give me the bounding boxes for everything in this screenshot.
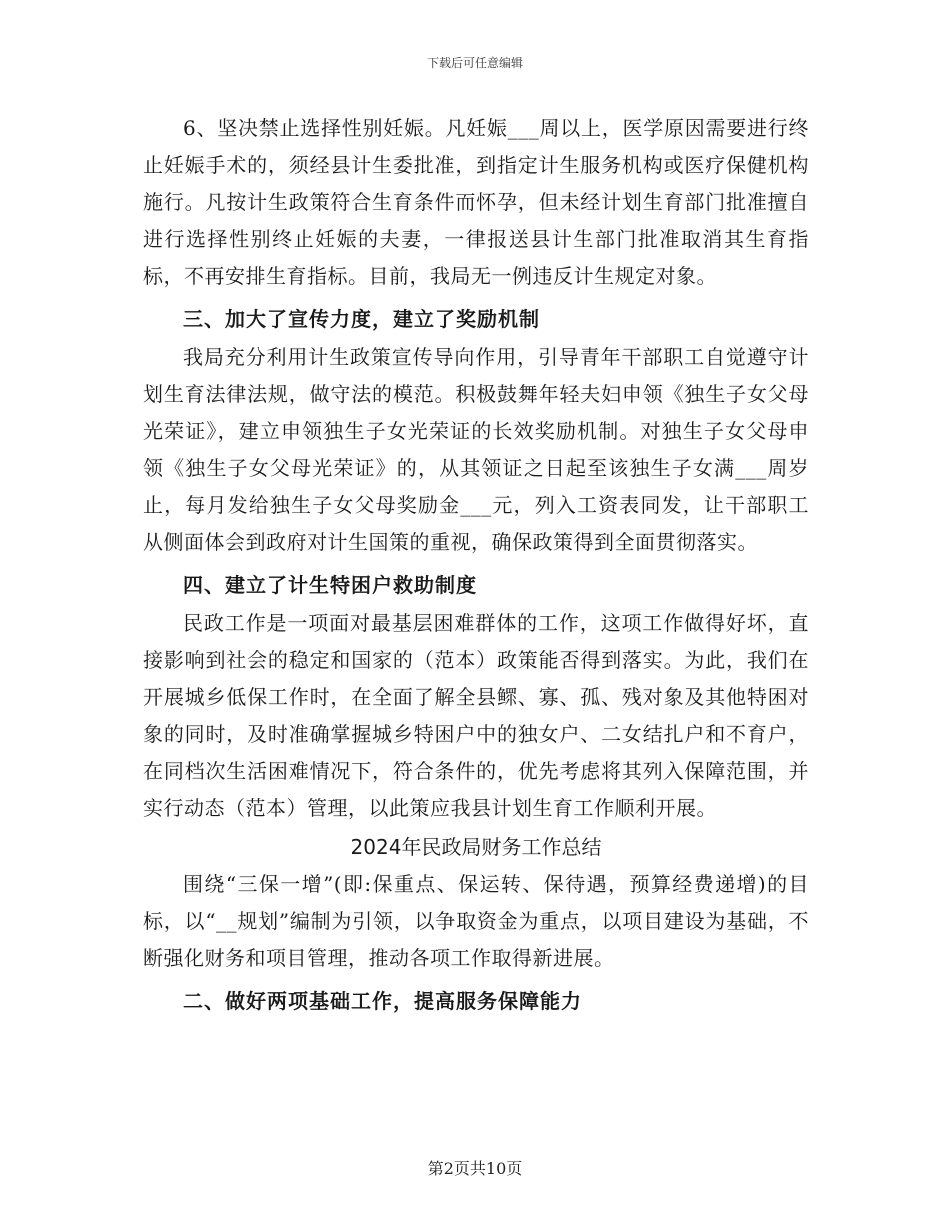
paragraph-poverty-relief: 民政工作是一项面对最基层困难群体的工作，这项工作做得好坏，直接影响到社会的稳定和国家的（范本）政策能否得到落实。为此，我们在开展城乡低保工作时，在全面了解全县鳏、寡、孤、残对象及其他特困对象的同时，及时准确掌握城乡特困户中的独女户、二女结扎户和不育户，在同档次生活困难情况下，符合条件的，优先考虑将其列入保障范围，并实行动态（范本）管理，以此策应我县计划生育工作顺利开展。 — [143, 611, 809, 820]
heading-basic-work: 二、做好两项基础工作，提高服务保障能力 — [183, 989, 582, 1013]
page-header: 下载后可任意编辑 — [426, 56, 523, 70]
paragraph-publicity-reward: 我局充分利用计生政策宣传导向作用，引导青年干部职工自觉遵守计划生育法律法规，做守法的模范。积极鼓舞年轻夫妇申领《独生子女父母光荣证》，建立申领独生子女光荣证的长效奖励机制。对独生子女父母申领《独生子女父母光荣证》的，从其领证之日起至该独生子女满___周岁止，每月发给独生子女父母奖励金___元，列入工资表同发，让干部职工从侧面体会到政府对计生国策的重视，确保政策得到全面贯彻落实。 — [143, 345, 809, 554]
document-body — [143, 110, 809, 1021]
paragraph-selective-pregnancy: 6、坚决禁止选择性别妊娠。凡妊娠___周以上，医学原因需要进行终止妊娠手术的，须经县计生委批准，到指定计生服务机构或医疗保健机构施行。凡按计生政策符合生育条件而怀孕，但未经计划生育部门批准擅自进行选择性别终止妊娠的夫妻，一律报送县计生部门批准取消其生育指标，不再安排生育指标。目前，我局无一例违反计生规定对象。 — [143, 116, 809, 288]
document-title: 2024年民政局财务工作总结 — [350, 835, 602, 859]
heading-publicity-reward: 三、加大了宣传力度，建立了奖励机制 — [183, 307, 540, 331]
paragraph-finance-goals: 围绕“三保一增”(即:保重点、保运转、保待遇，预算经费递增)的目标，以“__规划”编制为引领，以争取资金为重点，以项目建设为基础，不断强化财务和项目管理，推动各项工作取得新进展。 — [143, 872, 809, 970]
page-number: 第2页共10页 — [427, 1159, 523, 1178]
heading-poverty-relief: 四、建立了计生特困户救助制度 — [183, 573, 477, 597]
